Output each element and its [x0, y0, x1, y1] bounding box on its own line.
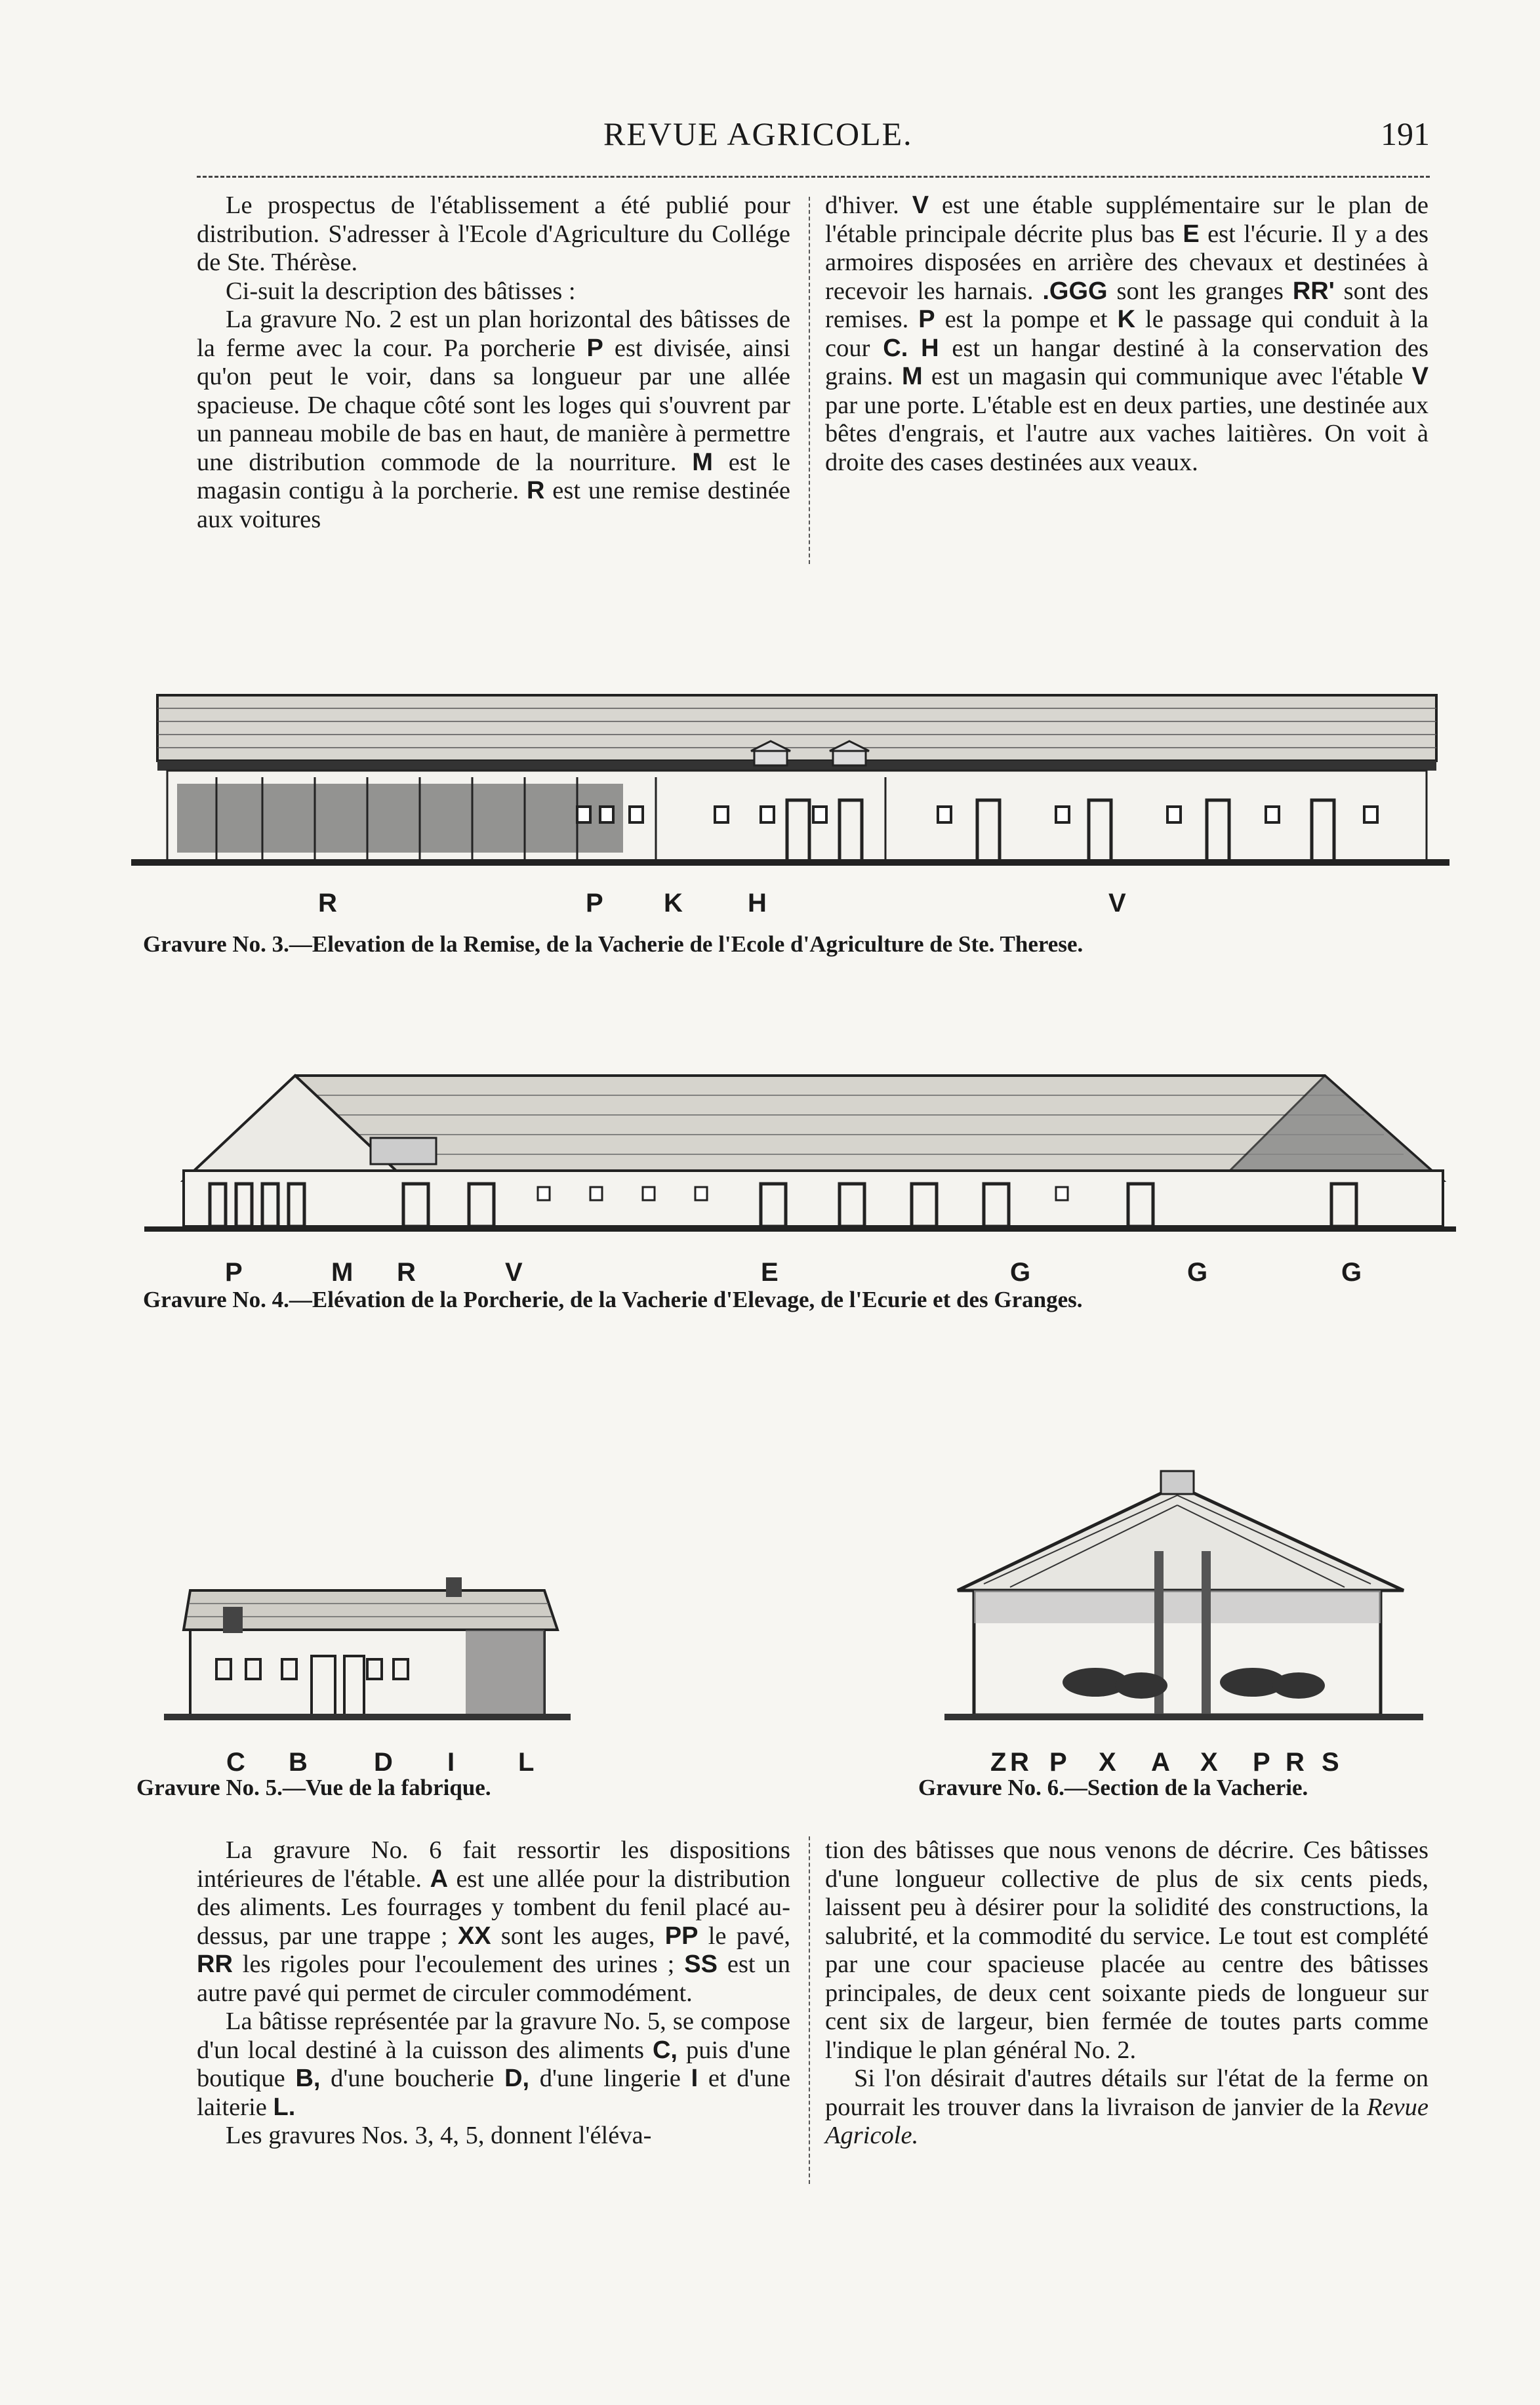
figure-6-illustration	[944, 1459, 1436, 1728]
letter-label: L.	[273, 2093, 296, 2121]
figure-label: P	[1049, 1748, 1067, 1777]
letter-label: V	[912, 192, 929, 219]
figure-label: M	[331, 1258, 354, 1287]
intro-right-paragraph	[825, 192, 1429, 477]
letter-label: M	[902, 363, 923, 390]
text-run: d'hiver.	[825, 192, 899, 219]
figure-label: I	[447, 1748, 455, 1777]
text-run: le passage qui conduit à la cour	[825, 306, 1429, 362]
figure-label: C	[226, 1748, 245, 1777]
text-run: est un autre pavé qui permet de circuler commodément.	[197, 1950, 791, 2007]
text-run: est une étable supplémentaire sur le plan de l'étable principale décrite plus bas	[825, 192, 1429, 248]
text-run: est la pompe et	[944, 306, 1108, 333]
figure-label: P	[586, 889, 603, 918]
text-run: et d'une laiterie	[197, 2065, 791, 2121]
text-run: puis d'une boutique	[197, 2036, 791, 2092]
letter-label: SS	[684, 1950, 718, 1978]
letter-label: P	[586, 334, 603, 362]
figure-label: A	[1151, 1748, 1170, 1777]
figure-3-labels	[0, 889, 1540, 921]
bottom-right-column	[825, 1836, 1429, 2151]
header-rule	[197, 176, 1430, 178]
letter-label: E	[1183, 220, 1200, 248]
body-paragraph-gravure-6	[197, 1836, 790, 2008]
figure-6-caption: Gravure No. 6.—Section de la Vacherie.	[918, 1775, 1308, 1800]
figure-5-illustration	[151, 1545, 577, 1728]
figure-label: Z	[990, 1748, 1007, 1777]
letter-label: .GGG	[1042, 277, 1108, 305]
figure-label: E	[761, 1258, 779, 1287]
letter-label: V	[1411, 363, 1429, 390]
text-run: d'une boucherie	[331, 2065, 495, 2092]
text-run: La bâtisse représentée par la gravure No. 5, se compose d'un local destiné à la cuisson des aliments	[197, 2008, 790, 2064]
letter-label: RR'	[1292, 277, 1335, 305]
text-run: est l'écurie. Il y a des armoires disposées en arrière des chevaux et destinées à recevoir les harnais.	[825, 220, 1429, 305]
text-run: La gravure No. 6 fait ressortir les dispositions intérieures de l'étable.	[197, 1836, 790, 1893]
letter-label: M	[692, 448, 713, 476]
text-run: le pavé,	[708, 1922, 791, 1950]
figure-label: G	[1187, 1258, 1208, 1287]
letter-label: H	[921, 334, 939, 362]
text-run: Si l'on désirait d'autres détails sur l'état de la ferme on pourrait les trouver dans la livraison de janvier de la	[825, 2065, 1429, 2121]
figure-label: X	[1200, 1748, 1218, 1777]
figure-label: V	[505, 1258, 523, 1287]
letter-label: C.	[883, 334, 908, 362]
figure-label: R	[1010, 1748, 1029, 1777]
figure-label: X	[1099, 1748, 1116, 1777]
intro-right-column	[825, 192, 1429, 477]
text-run: sont des remises.	[825, 277, 1429, 333]
letter-label: R	[526, 477, 545, 504]
figure-label: P	[225, 1258, 243, 1287]
figure-label: S	[1322, 1748, 1339, 1777]
text-run: sont les auges,	[500, 1922, 655, 1950]
text-run: est un magasin qui communique avec l'étable	[931, 363, 1404, 390]
intro-paragraph-3	[197, 306, 790, 534]
intro-paragraph-1: Le prospectus de l'établissement a été publié pour distribution. S'adresser à l'Ecole d'Agriculture du Collége de Ste. Thérèse.	[197, 192, 790, 276]
figure-label: R	[1286, 1748, 1305, 1777]
text-run: La gravure No. 2 est un plan horizontal des bâtisses de la ferme avec la cour. Pa porcherie	[197, 306, 790, 362]
body-paragraph-continuation: tion des bâtisses que nous venons de décrire. Ces bâtisses d'une longueur collective de plus de six cents pieds, laissent peu à désirer pour la solidité des constructions, la salubrité, et la commodité du service. Le tout est complété par une cour spacieuse placée au centre des bâtisses principales, de deux cent soixante pieds de longueur sur cent six de largeur, bien fermée de toutes parts comme l'indique le plan général No. 2.	[825, 1836, 1429, 2064]
text-run: est un hangar destiné à la conservation des grains.	[825, 334, 1429, 390]
bottom-left-column	[197, 1836, 790, 2151]
figure-label: K	[664, 889, 683, 918]
letter-label: D,	[504, 2065, 530, 2092]
figure-3-caption: Gravure No. 3.—Elevation de la Remise, de la Vacherie de l'Ecole d'Agriculture de Ste. Therese.	[143, 931, 1084, 957]
journal-title: REVUE AGRICOLE.	[603, 115, 913, 152]
text-run: par une porte. L'étable est en deux parties, une destinée aux bêtes d'engrais, et l'autre aux vaches laitières. On voit à droite des cases destinées aux veaux.	[825, 391, 1429, 476]
figure-label: G	[1010, 1258, 1031, 1287]
figure-label: B	[289, 1748, 308, 1777]
body-paragraph-gravure-5	[197, 2008, 790, 2122]
letter-label: I	[691, 2065, 699, 2092]
text-run: est le magasin contigu à la porcherie.	[197, 448, 791, 504]
letter-label: K	[1117, 306, 1136, 333]
running-header	[197, 115, 1430, 161]
figure-label: R	[397, 1258, 416, 1287]
body-paragraph-closing	[825, 2065, 1429, 2151]
journal-name-italic: Revue Agricole.	[825, 2093, 1429, 2149]
letter-label: B,	[295, 2065, 321, 2092]
letter-label: XX	[457, 1922, 491, 1950]
body-paragraph-gravures-3-4-5: Les gravures Nos. 3, 4, 5, donnent l'éléva-	[226, 2122, 652, 2149]
page-number: 191	[1381, 115, 1430, 152]
text-run: sont les granges	[1116, 277, 1284, 305]
intro-left-column	[197, 192, 790, 534]
figure-4-labels	[0, 1258, 1540, 1291]
figure-4-caption: Gravure No. 4.—Elévation de la Porcherie, de la Vacherie d'Elevage, de l'Ecurie et des Granges.	[143, 1287, 1083, 1312]
column-separator	[809, 197, 810, 564]
figure-label: V	[1108, 889, 1126, 918]
column-separator	[809, 1836, 810, 2184]
text-run: est divisée, ainsi qu'on peut le voir, dans sa longueur par une allée spacieuse. De chaque côté sont les loges qui s'ouvrent par un panneau mobile de bas en haut, de manière à permettre une distribution commode de la nourriture.	[197, 334, 790, 476]
figure-3-illustration	[131, 685, 1469, 879]
figure-4-illustration	[144, 1062, 1456, 1233]
figure-label: L	[518, 1748, 535, 1777]
figure-label: H	[748, 889, 767, 918]
figure-label: P	[1253, 1748, 1270, 1777]
text-run: est une allée pour la distribution des aliments. Les fourrages y tombent du fenil placé au-dessus, par une trappe ;	[197, 1865, 791, 1950]
figure-label: R	[318, 889, 337, 918]
text-run: les rigoles pour l'ecoulement des urines ;	[242, 1950, 675, 1978]
letter-label: RR	[197, 1950, 233, 1978]
figure-5-caption: Gravure No. 5.—Vue de la fabrique.	[136, 1775, 491, 1800]
text-run: est une remise destinée aux voitures	[197, 477, 791, 533]
letter-label: A	[430, 1865, 449, 1893]
letter-label: PP	[664, 1922, 699, 1950]
intro-paragraph-2: Ci-suit la description des bâtisses :	[226, 277, 576, 305]
figure-label: D	[374, 1748, 393, 1777]
letter-label: C,	[652, 2036, 678, 2064]
letter-label: P	[918, 306, 935, 333]
text-run: d'une lingerie	[539, 2065, 681, 2092]
figure-label: G	[1341, 1258, 1362, 1287]
